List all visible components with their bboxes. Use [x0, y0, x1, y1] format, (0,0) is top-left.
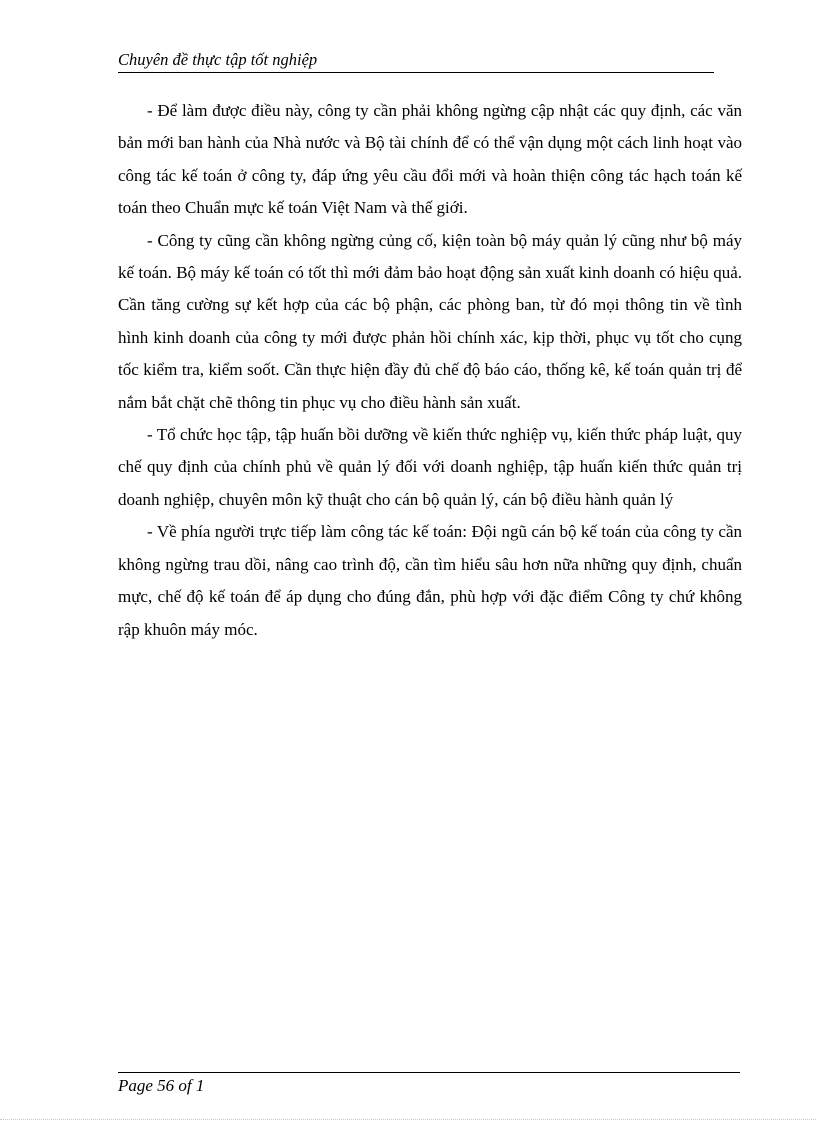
page-bottom-divider [0, 1119, 816, 1120]
page-number: Page 56 of 1 [118, 1076, 205, 1095]
header-title: Chuyên đề thực tập tốt nghiệp [118, 50, 318, 69]
paragraph-training: - Tổ chức học tập, tập huấn bồi dưỡng về kiến thức nghiệp vụ, kiến thức pháp luật, quy chế quy định của chính phủ về quản lý đối với doanh nghiệp, tập huấn kiến thức quản trị doanh nghiệp, chuyên môn kỹ thuật cho cán bộ quản lý, cán bộ điều hành quản lý [118, 425, 742, 509]
document-body [118, 95, 742, 646]
page-footer [118, 1072, 740, 1095]
paragraph-accountant-staff: - Về phía người trực tiếp làm công tác kế toán: Đội ngũ cán bộ kế toán của công ty cần không ngừng trau dồi, nâng cao trình độ, cần tìm hiểu sâu hơn nữa những quy định, chuẩn mực, chế độ kế toán để áp dụng cho đúng đắn, phù hợp với đặc điểm Công ty chứ không rập khuôn máy móc. [118, 522, 742, 639]
paragraph-update-regulations: - Để làm được điều này, công ty cần phải không ngừng cập nhật các quy định, các văn bản mới ban hành của Nhà nước và Bộ tài chính để có thể vận dụng một cách linh hoạt vào công tác kế toán ở công ty, đáp ứng yêu cầu đổi mới và hoàn thiện công tác hạch toán kế toán theo Chuẩn mực kế toán Việt Nam và thế giới. [118, 101, 742, 218]
paragraph-consolidate-apparatus: - Công ty cũng cần không ngừng củng cố, kiện toàn bộ máy quản lý cũng như bộ máy kế toán. Bộ máy kế toán có tốt thì mới đảm bảo hoạt động sản xuất kinh doanh có hiệu quả. Cần tăng cường sự kết hợp của các bộ phận, các phòng ban, từ đó mọi thông tin về tình hình kinh doanh của công ty mới được phản hồi chính xác, kịp thời, phục vụ tốt cho cụng tốc kiểm tra, kiểm soốt. Cần thực hiện đầy đủ chế độ báo cáo, thống kê, kế toán quản trị để nắm bắt chặt chẽ thông tin phục vụ cho điều hành sản xuất. [118, 230, 742, 412]
page-header [118, 48, 714, 73]
